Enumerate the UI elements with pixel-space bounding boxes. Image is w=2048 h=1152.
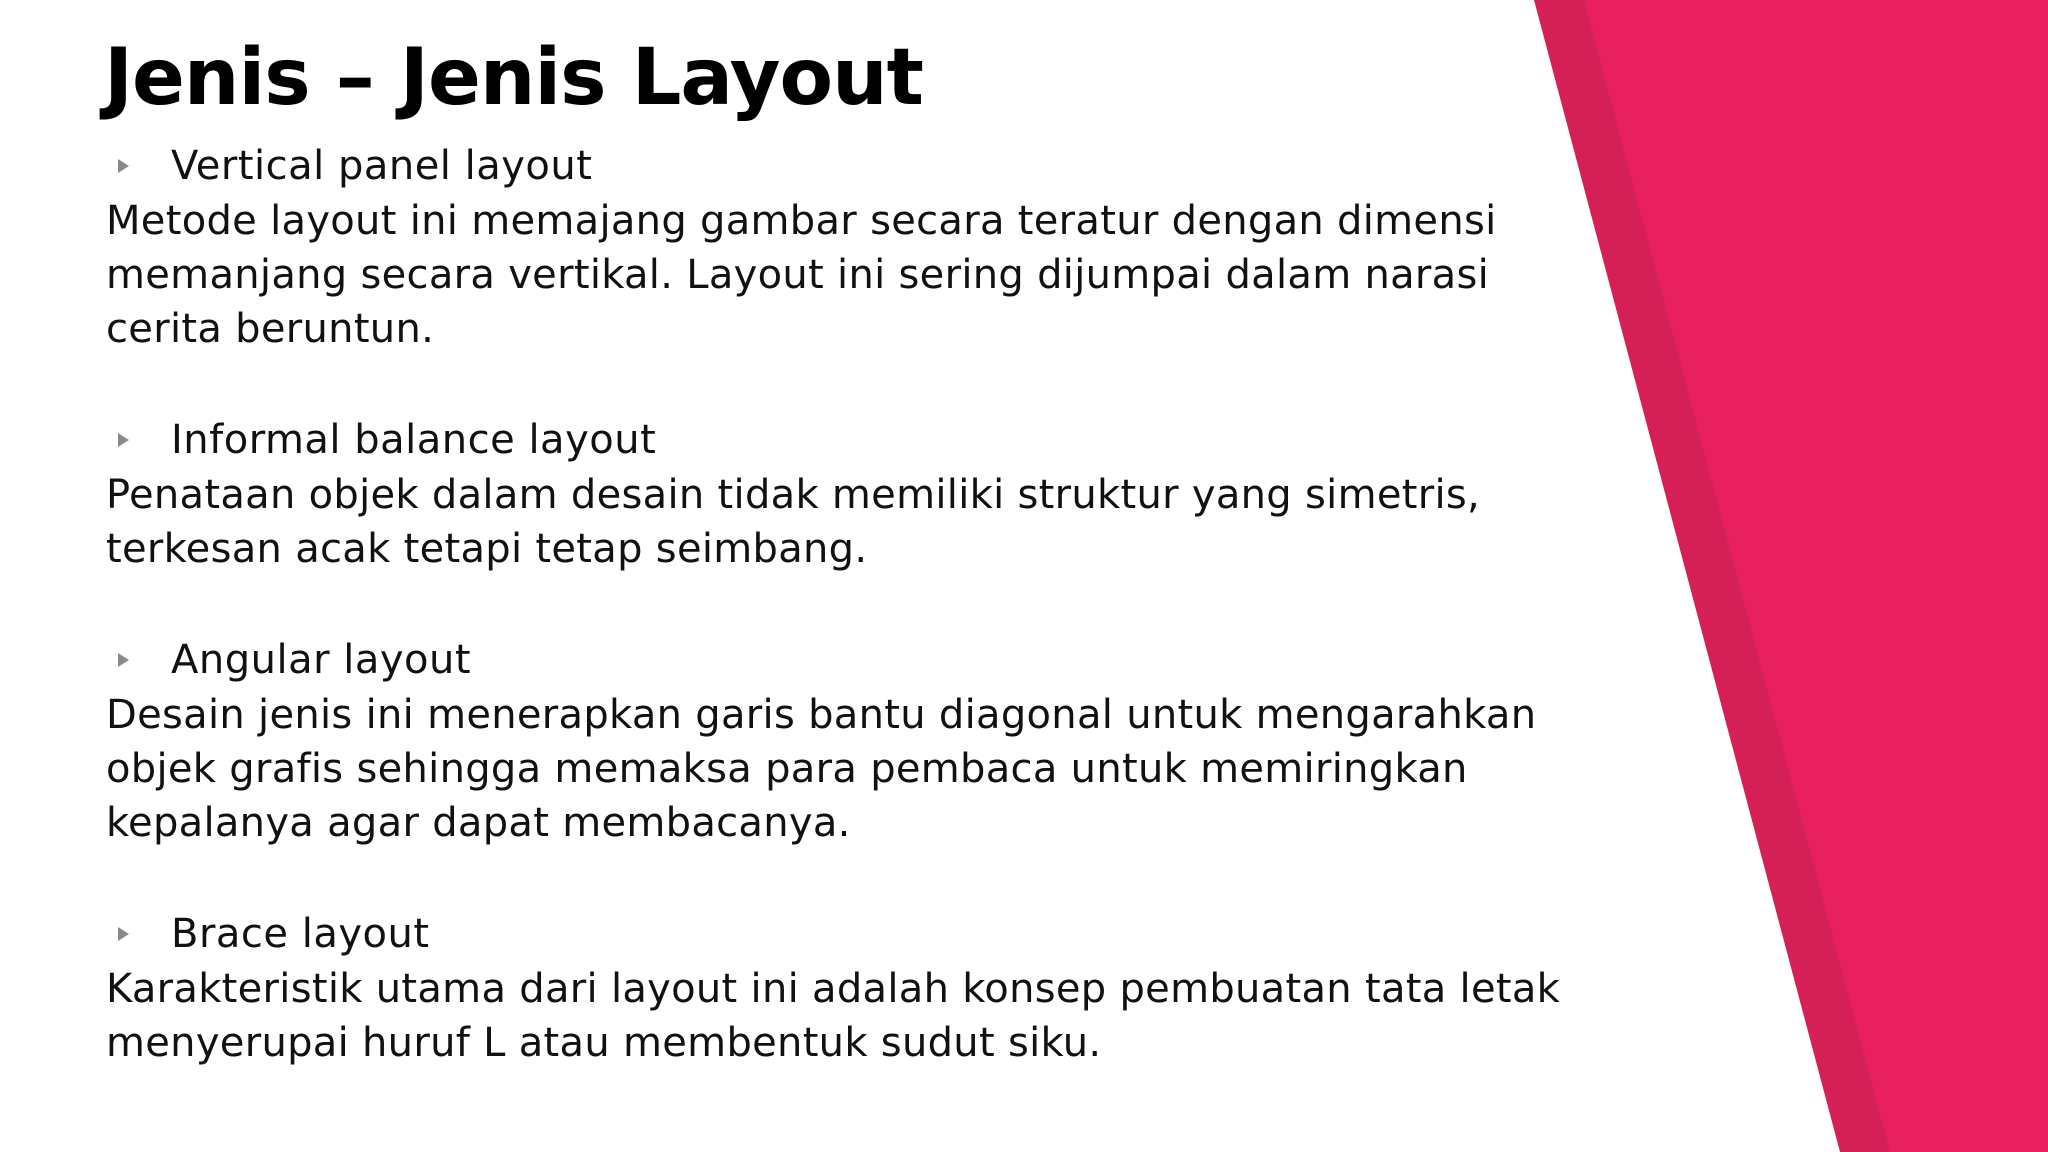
section-heading: Vertical panel layout [171,143,593,189]
description-line: Desain jenis ini menerapkan garis bantu diagonal untuk mengarahkan [106,692,1537,738]
triangle-bullet-icon [118,927,129,941]
section-angular-layout [106,632,1626,850]
description-line: objek grafis sehingga memaksa para pembaca untuk memiringkan [106,746,1468,792]
section-description [106,688,1626,850]
section-heading: Informal balance layout [171,417,657,463]
description-line: menyerupai huruf L atau membentuk sudut siku. [106,1020,1102,1066]
description-line: terkesan acak tetapi tetap seimbang. [106,526,868,572]
description-line: Penataan objek dalam desain tidak memiliki struktur yang simetris, [106,472,1481,518]
section-vertical-panel-layout [106,138,1626,356]
section-description [106,962,1626,1070]
section-description [106,194,1626,356]
bullet-item [106,138,1626,194]
page-title: Jenis – Jenis Layout [104,33,923,123]
bullet-item [106,632,1626,688]
layout-types-list [106,138,1626,1126]
description-line: kepalanya agar dapat membacanya. [106,800,851,846]
triangle-bullet-icon [118,653,129,667]
section-informal-balance-layout [106,412,1626,576]
section-heading: Angular layout [171,637,472,683]
description-line: Metode layout ini memajang gambar secara teratur dengan dimensi [106,198,1497,244]
section-description [106,468,1626,576]
bullet-item [106,412,1626,468]
description-line: Karakteristik utama dari layout ini adalah konsep pembuatan tata letak [106,966,1561,1012]
description-line: cerita beruntun. [106,306,435,352]
triangle-bullet-icon [118,433,129,447]
section-brace-layout [106,906,1626,1070]
triangle-bullet-icon [118,159,129,173]
section-heading: Brace layout [171,911,430,957]
bullet-item [106,906,1626,962]
description-line: memanjang secara vertikal. Layout ini sering dijumpai dalam narasi [106,252,1490,298]
